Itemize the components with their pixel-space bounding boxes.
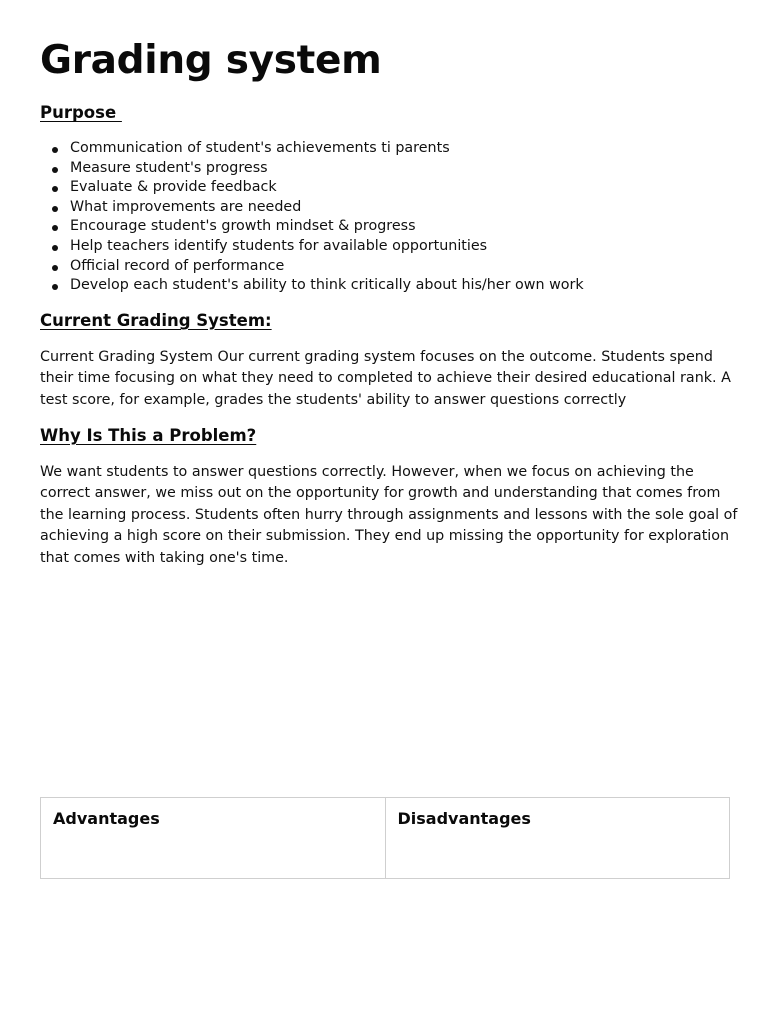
list-item bbox=[40, 178, 584, 198]
document-title: Grading system bbox=[40, 38, 382, 83]
bullet-icon bbox=[52, 147, 58, 153]
problem-paragraph: We want students to answer questions correctly. However, when we focus on achieving the correct answer, we miss out on the opportunity for growth and understanding that comes from the learning process. Students often hurry through assignments and lessons with the sole goal of achieving a high score on their submission. They end up missing the opportunity for exploration that comes with taking one's time. bbox=[40, 464, 738, 566]
list-item-text: Communication of student's achievements ti parents bbox=[70, 140, 450, 156]
bullet-icon bbox=[52, 225, 58, 231]
list-item bbox=[40, 159, 584, 179]
purpose-heading: Purpose bbox=[40, 103, 122, 122]
bullet-icon bbox=[52, 245, 58, 251]
list-item-text: Develop each student's ability to think critically about his/her own work bbox=[70, 277, 584, 294]
current-system-paragraph: Current Grading System Our current grading system focuses on the outcome. Students spend their time focusing on what they need to completed to achieve their desired educational rank. A test score, for example, grades the students' ability to answer questions correctly bbox=[40, 349, 731, 408]
table-row bbox=[41, 798, 730, 879]
bullet-icon bbox=[52, 206, 58, 212]
list-item-text: Encourage student's growth mindset & progress bbox=[70, 218, 416, 235]
list-item-text: Evaluate & provide feedback bbox=[70, 179, 277, 196]
list-item bbox=[40, 237, 584, 257]
list-item-text: Help teachers identify students for available opportunities bbox=[70, 237, 488, 254]
list-item bbox=[40, 198, 584, 218]
list-item-text: Measure student's progress bbox=[70, 159, 268, 176]
list-item bbox=[40, 257, 584, 277]
disadvantages-header-cell: Disadvantages bbox=[385, 798, 730, 879]
current-system-heading: Current Grading System: bbox=[40, 311, 272, 330]
bullet-icon bbox=[52, 284, 58, 290]
problem-heading: Why Is This a Problem? bbox=[40, 426, 257, 445]
advantages-header-cell: Advantages bbox=[41, 798, 386, 879]
advantages-disadvantages-table bbox=[40, 797, 730, 879]
list-item bbox=[40, 276, 584, 296]
purpose-list bbox=[40, 139, 584, 296]
list-item-text: What improvements are needed bbox=[70, 198, 302, 215]
list-item bbox=[40, 217, 584, 237]
bullet-icon bbox=[52, 186, 58, 192]
list-item bbox=[40, 139, 584, 159]
bullet-icon bbox=[52, 167, 58, 173]
bullet-icon bbox=[52, 265, 58, 271]
list-item-text: Official record of performance bbox=[70, 257, 285, 274]
